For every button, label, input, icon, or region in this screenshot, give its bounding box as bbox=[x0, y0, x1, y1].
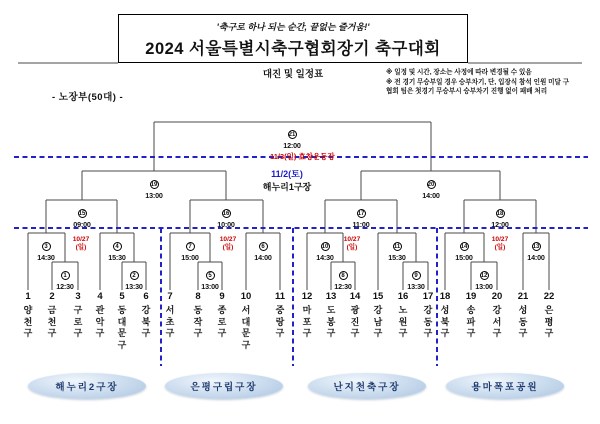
final-time: 12:00 bbox=[283, 141, 301, 150]
team-name-char: 북 bbox=[141, 316, 151, 327]
match-number-circle: 11 bbox=[393, 244, 401, 250]
round1-day: (일) bbox=[346, 243, 358, 251]
round1-date-label bbox=[337, 236, 367, 251]
match-label-2 bbox=[112, 264, 156, 291]
team-name bbox=[70, 305, 86, 340]
team-name-char: 동 bbox=[193, 305, 203, 315]
match-number-circle: 7 bbox=[186, 242, 195, 251]
team-name-char: 송 bbox=[466, 305, 476, 315]
match-number-circle: 2 bbox=[130, 271, 139, 280]
match-label-17 bbox=[339, 202, 383, 229]
team-name-char: 로 bbox=[217, 316, 227, 327]
match-number-circle: 15 bbox=[78, 211, 86, 217]
team-number: 20 bbox=[491, 291, 503, 302]
team-name-char: 구 bbox=[398, 328, 408, 338]
team-name-char: 포 bbox=[302, 316, 312, 327]
match-time: 11:00 bbox=[352, 220, 370, 229]
team-name-char: 구 bbox=[423, 328, 433, 338]
team-name bbox=[437, 305, 453, 340]
match-number-circle: 5 bbox=[206, 271, 215, 280]
match-label-12 bbox=[462, 264, 506, 291]
team-name-char: 관 bbox=[95, 305, 105, 315]
team-name bbox=[214, 305, 230, 340]
team-name-char: 문 bbox=[117, 328, 127, 338]
team-number: 19 bbox=[465, 291, 477, 302]
team-name bbox=[347, 305, 363, 340]
team-name-char: 동 bbox=[518, 316, 528, 327]
match-time: 12:30 bbox=[56, 282, 74, 291]
team-name bbox=[238, 305, 254, 351]
venue-badge-3: 난지천축구장 bbox=[308, 373, 426, 399]
team-name bbox=[541, 305, 557, 340]
team-number: 3 bbox=[75, 291, 81, 302]
team-name bbox=[370, 305, 386, 340]
team-name bbox=[92, 305, 108, 340]
round1-day: (일) bbox=[75, 243, 87, 251]
team-number: 10 bbox=[240, 291, 252, 302]
round1-date: 10/27 bbox=[72, 236, 90, 243]
match-number-circle: 10 bbox=[321, 244, 329, 250]
team-name-char: 구 bbox=[518, 328, 528, 338]
team-name bbox=[515, 305, 531, 340]
team-name-char: 파 bbox=[466, 316, 476, 327]
team-number: 21 bbox=[517, 291, 529, 302]
semifinal-date: 11/2(토) bbox=[271, 169, 303, 179]
team-name-char: 동 bbox=[423, 316, 433, 327]
page-title: 2024 서울특별시축구협회장기 축구대회 bbox=[145, 40, 441, 58]
team-number: 18 bbox=[439, 291, 451, 302]
team-name-char: 구 bbox=[241, 339, 251, 350]
match-number-circle: 16 bbox=[222, 211, 230, 217]
team-name bbox=[463, 305, 479, 340]
team-name-char: 대 bbox=[241, 316, 251, 327]
match-time: 14:30 bbox=[316, 253, 334, 262]
match-time: 12:30 bbox=[334, 282, 352, 291]
team-name-char: 구 bbox=[73, 328, 83, 338]
team-name-char: 구 bbox=[326, 328, 336, 338]
division-label: - 노장부(50대) - bbox=[52, 92, 124, 103]
match-label-20 bbox=[409, 173, 453, 200]
team-name-char: 서 bbox=[241, 305, 251, 315]
team-name bbox=[489, 305, 505, 340]
match-label-18 bbox=[478, 202, 522, 229]
team-name-char: 평 bbox=[544, 316, 554, 327]
match-number-circle: 18 bbox=[496, 211, 504, 217]
round1-date-label bbox=[485, 236, 515, 251]
team-name-char: 구 bbox=[117, 339, 127, 350]
team-name-char: 광 bbox=[350, 305, 360, 315]
team-name-char: 천 bbox=[23, 316, 33, 327]
team-name-char: 문 bbox=[241, 328, 251, 338]
team-name-char: 봉 bbox=[326, 316, 336, 327]
team-name-char: 구 bbox=[95, 328, 105, 338]
match-number-circle: 6 bbox=[259, 242, 268, 251]
round1-date: 10/27 bbox=[491, 236, 509, 243]
match-time: 09:00 bbox=[73, 220, 91, 229]
team-name bbox=[44, 305, 60, 340]
slogan: '축구로 하나 되는 순간, 끝없는 즐거움!' bbox=[216, 22, 370, 32]
team-number: 11 bbox=[274, 291, 286, 302]
team-name-char: 서 bbox=[165, 305, 175, 315]
match-time: 14:00 bbox=[254, 253, 272, 262]
note-line: ※ 전 경기 무승부일 경우 승부차기, 단, 입장식 참석 인원 미달 구 bbox=[386, 78, 570, 86]
match-time: 13:00 bbox=[145, 191, 163, 200]
team-name-char: 구 bbox=[492, 328, 502, 338]
team-name-char: 종 bbox=[217, 305, 227, 315]
match-label-11 bbox=[375, 235, 419, 262]
round1-date: 10/27 bbox=[343, 236, 361, 243]
match-number-circle: 14 bbox=[460, 244, 468, 250]
team-number: 13 bbox=[325, 291, 337, 302]
team-name-char: 도 bbox=[326, 305, 336, 315]
team-name-char: 작 bbox=[193, 316, 203, 327]
team-name-char: 구 bbox=[440, 328, 450, 338]
team-name-char: 구 bbox=[275, 328, 285, 338]
match-number-circle: 4 bbox=[113, 242, 122, 251]
team-name-char: 대 bbox=[117, 316, 127, 327]
match-label-9 bbox=[394, 264, 438, 291]
round1-date: 10/27 bbox=[219, 236, 237, 243]
team-number: 5 bbox=[119, 291, 125, 302]
team-number: 22 bbox=[543, 291, 555, 302]
team-number: 15 bbox=[372, 291, 384, 302]
match-time: 13:00 bbox=[201, 282, 219, 291]
team-name bbox=[114, 305, 130, 351]
team-name bbox=[190, 305, 206, 340]
note-line: ※ 일정 및 시간, 장소는 사정에 따라 변경될 수 있음 bbox=[386, 69, 532, 76]
team-name-char: 금 bbox=[47, 305, 57, 315]
team-number: 9 bbox=[219, 291, 225, 302]
team-number: 8 bbox=[195, 291, 201, 302]
match-time: 15:30 bbox=[388, 253, 406, 262]
final-date-venue: 11/3(일) 효창운동장 bbox=[270, 152, 335, 161]
team-name-char: 구 bbox=[23, 328, 33, 338]
team-name-char: 마 bbox=[302, 305, 312, 315]
match-number-circle: 20 bbox=[427, 182, 435, 188]
team-name-char: 구 bbox=[466, 328, 476, 338]
match-number-circle: 17 bbox=[357, 211, 365, 217]
team-name-char: 구 bbox=[350, 328, 360, 338]
match-label-5 bbox=[188, 264, 232, 291]
subtitle: 대진 및 일정표 bbox=[262, 69, 324, 80]
match-time: 14:00 bbox=[527, 253, 545, 262]
match-number-circle: 1 bbox=[61, 271, 70, 280]
match-time: 13:00 bbox=[475, 282, 493, 291]
team-name-char: 북 bbox=[440, 316, 450, 327]
match-label-8 bbox=[321, 264, 365, 291]
team-name-char: 중 bbox=[275, 305, 285, 315]
final-match-label bbox=[270, 123, 335, 162]
team-name bbox=[323, 305, 339, 340]
round1-day: (일) bbox=[494, 243, 506, 251]
team-name bbox=[272, 305, 288, 340]
match-number-circle: 13 bbox=[532, 244, 540, 250]
team-name-char: 구 bbox=[373, 328, 383, 338]
match-time: 10:00 bbox=[217, 220, 235, 229]
team-name bbox=[162, 305, 178, 340]
team-name-char: 원 bbox=[398, 316, 408, 327]
match-label-16 bbox=[204, 202, 248, 229]
match-number-circle: 19 bbox=[150, 182, 158, 188]
team-name bbox=[20, 305, 36, 340]
team-name-char: 랑 bbox=[275, 316, 285, 327]
team-name-char: 구 bbox=[141, 328, 151, 338]
match-label-3 bbox=[24, 235, 68, 262]
team-number: 1 bbox=[25, 291, 31, 302]
notes bbox=[386, 68, 594, 97]
team-name-char: 성 bbox=[440, 305, 450, 315]
team-number: 4 bbox=[97, 291, 103, 302]
team-name-char: 강 bbox=[373, 305, 383, 315]
team-name-char: 초 bbox=[165, 316, 175, 327]
match-time: 13:30 bbox=[407, 282, 425, 291]
match-label-1 bbox=[43, 264, 87, 291]
team-name-char: 천 bbox=[47, 316, 57, 327]
semifinal-venue: 해누리1구장 bbox=[262, 182, 312, 192]
team-name-char: 강 bbox=[141, 305, 151, 315]
team-number: 12 bbox=[301, 291, 313, 302]
match-label-19 bbox=[132, 173, 176, 200]
round1-date-label bbox=[213, 236, 243, 251]
team-number: 2 bbox=[49, 291, 55, 302]
team-name bbox=[395, 305, 411, 340]
team-name-char: 구 bbox=[217, 328, 227, 338]
team-name-char: 노 bbox=[398, 305, 408, 315]
team-name-char: 구 bbox=[73, 305, 83, 315]
match-time: 15:00 bbox=[181, 253, 199, 262]
venue-badge-4: 용마폭포공원 bbox=[446, 373, 564, 399]
team-name-char: 은 bbox=[544, 305, 554, 315]
team-name bbox=[138, 305, 154, 340]
match-number-circle: 3 bbox=[42, 242, 51, 251]
team-name-char: 구 bbox=[193, 328, 203, 338]
match-number-circle: 9 bbox=[412, 271, 421, 280]
team-name-char: 구 bbox=[165, 328, 175, 338]
team-name-char: 악 bbox=[95, 316, 105, 327]
match-number-circle: 12 bbox=[480, 273, 488, 279]
venue-badge-2: 은평구립구장 bbox=[165, 373, 283, 399]
team-name-char: 양 bbox=[23, 305, 33, 315]
match-label-6 bbox=[241, 235, 285, 262]
team-name-char: 서 bbox=[492, 316, 502, 327]
match-time: 14:30 bbox=[37, 253, 55, 262]
round1-date-label bbox=[66, 236, 96, 251]
match-label-15 bbox=[60, 202, 104, 229]
match-number-circle: 21 bbox=[288, 132, 296, 138]
team-name-char: 성 bbox=[518, 305, 528, 315]
team-number: 6 bbox=[143, 291, 149, 302]
team-name-char: 강 bbox=[423, 305, 433, 315]
match-label-13 bbox=[514, 235, 558, 262]
team-name-char: 남 bbox=[373, 316, 383, 327]
team-number: 16 bbox=[397, 291, 409, 302]
note-line: 협회 팀은 첫경기 무승부시 승부차기 진행 없이 패배 처리 bbox=[386, 88, 548, 96]
match-time: 12:00 bbox=[491, 220, 509, 229]
team-number: 17 bbox=[422, 291, 434, 302]
team-name-char: 구 bbox=[302, 328, 312, 338]
team-number: 14 bbox=[349, 291, 361, 302]
team-name-char: 진 bbox=[350, 316, 360, 327]
team-number: 7 bbox=[167, 291, 173, 302]
team-name-char: 로 bbox=[73, 316, 83, 327]
match-time: 13:30 bbox=[125, 282, 143, 291]
team-name bbox=[420, 305, 436, 340]
match-time: 15:00 bbox=[455, 253, 473, 262]
match-label-14 bbox=[442, 235, 486, 262]
team-name-char: 구 bbox=[544, 328, 554, 338]
match-label-4 bbox=[95, 235, 139, 262]
team-name bbox=[299, 305, 315, 340]
venue-badge-1: 해누리2구장 bbox=[28, 373, 146, 399]
match-label-7 bbox=[168, 235, 212, 262]
team-name-char: 동 bbox=[117, 305, 127, 315]
match-time: 14:00 bbox=[422, 191, 440, 200]
title-box bbox=[118, 14, 468, 63]
team-name-char: 구 bbox=[47, 328, 57, 338]
team-name-char: 강 bbox=[492, 305, 502, 315]
match-number-circle: 8 bbox=[339, 271, 348, 280]
round1-day: (일) bbox=[222, 243, 234, 251]
match-time: 15:30 bbox=[108, 253, 126, 262]
